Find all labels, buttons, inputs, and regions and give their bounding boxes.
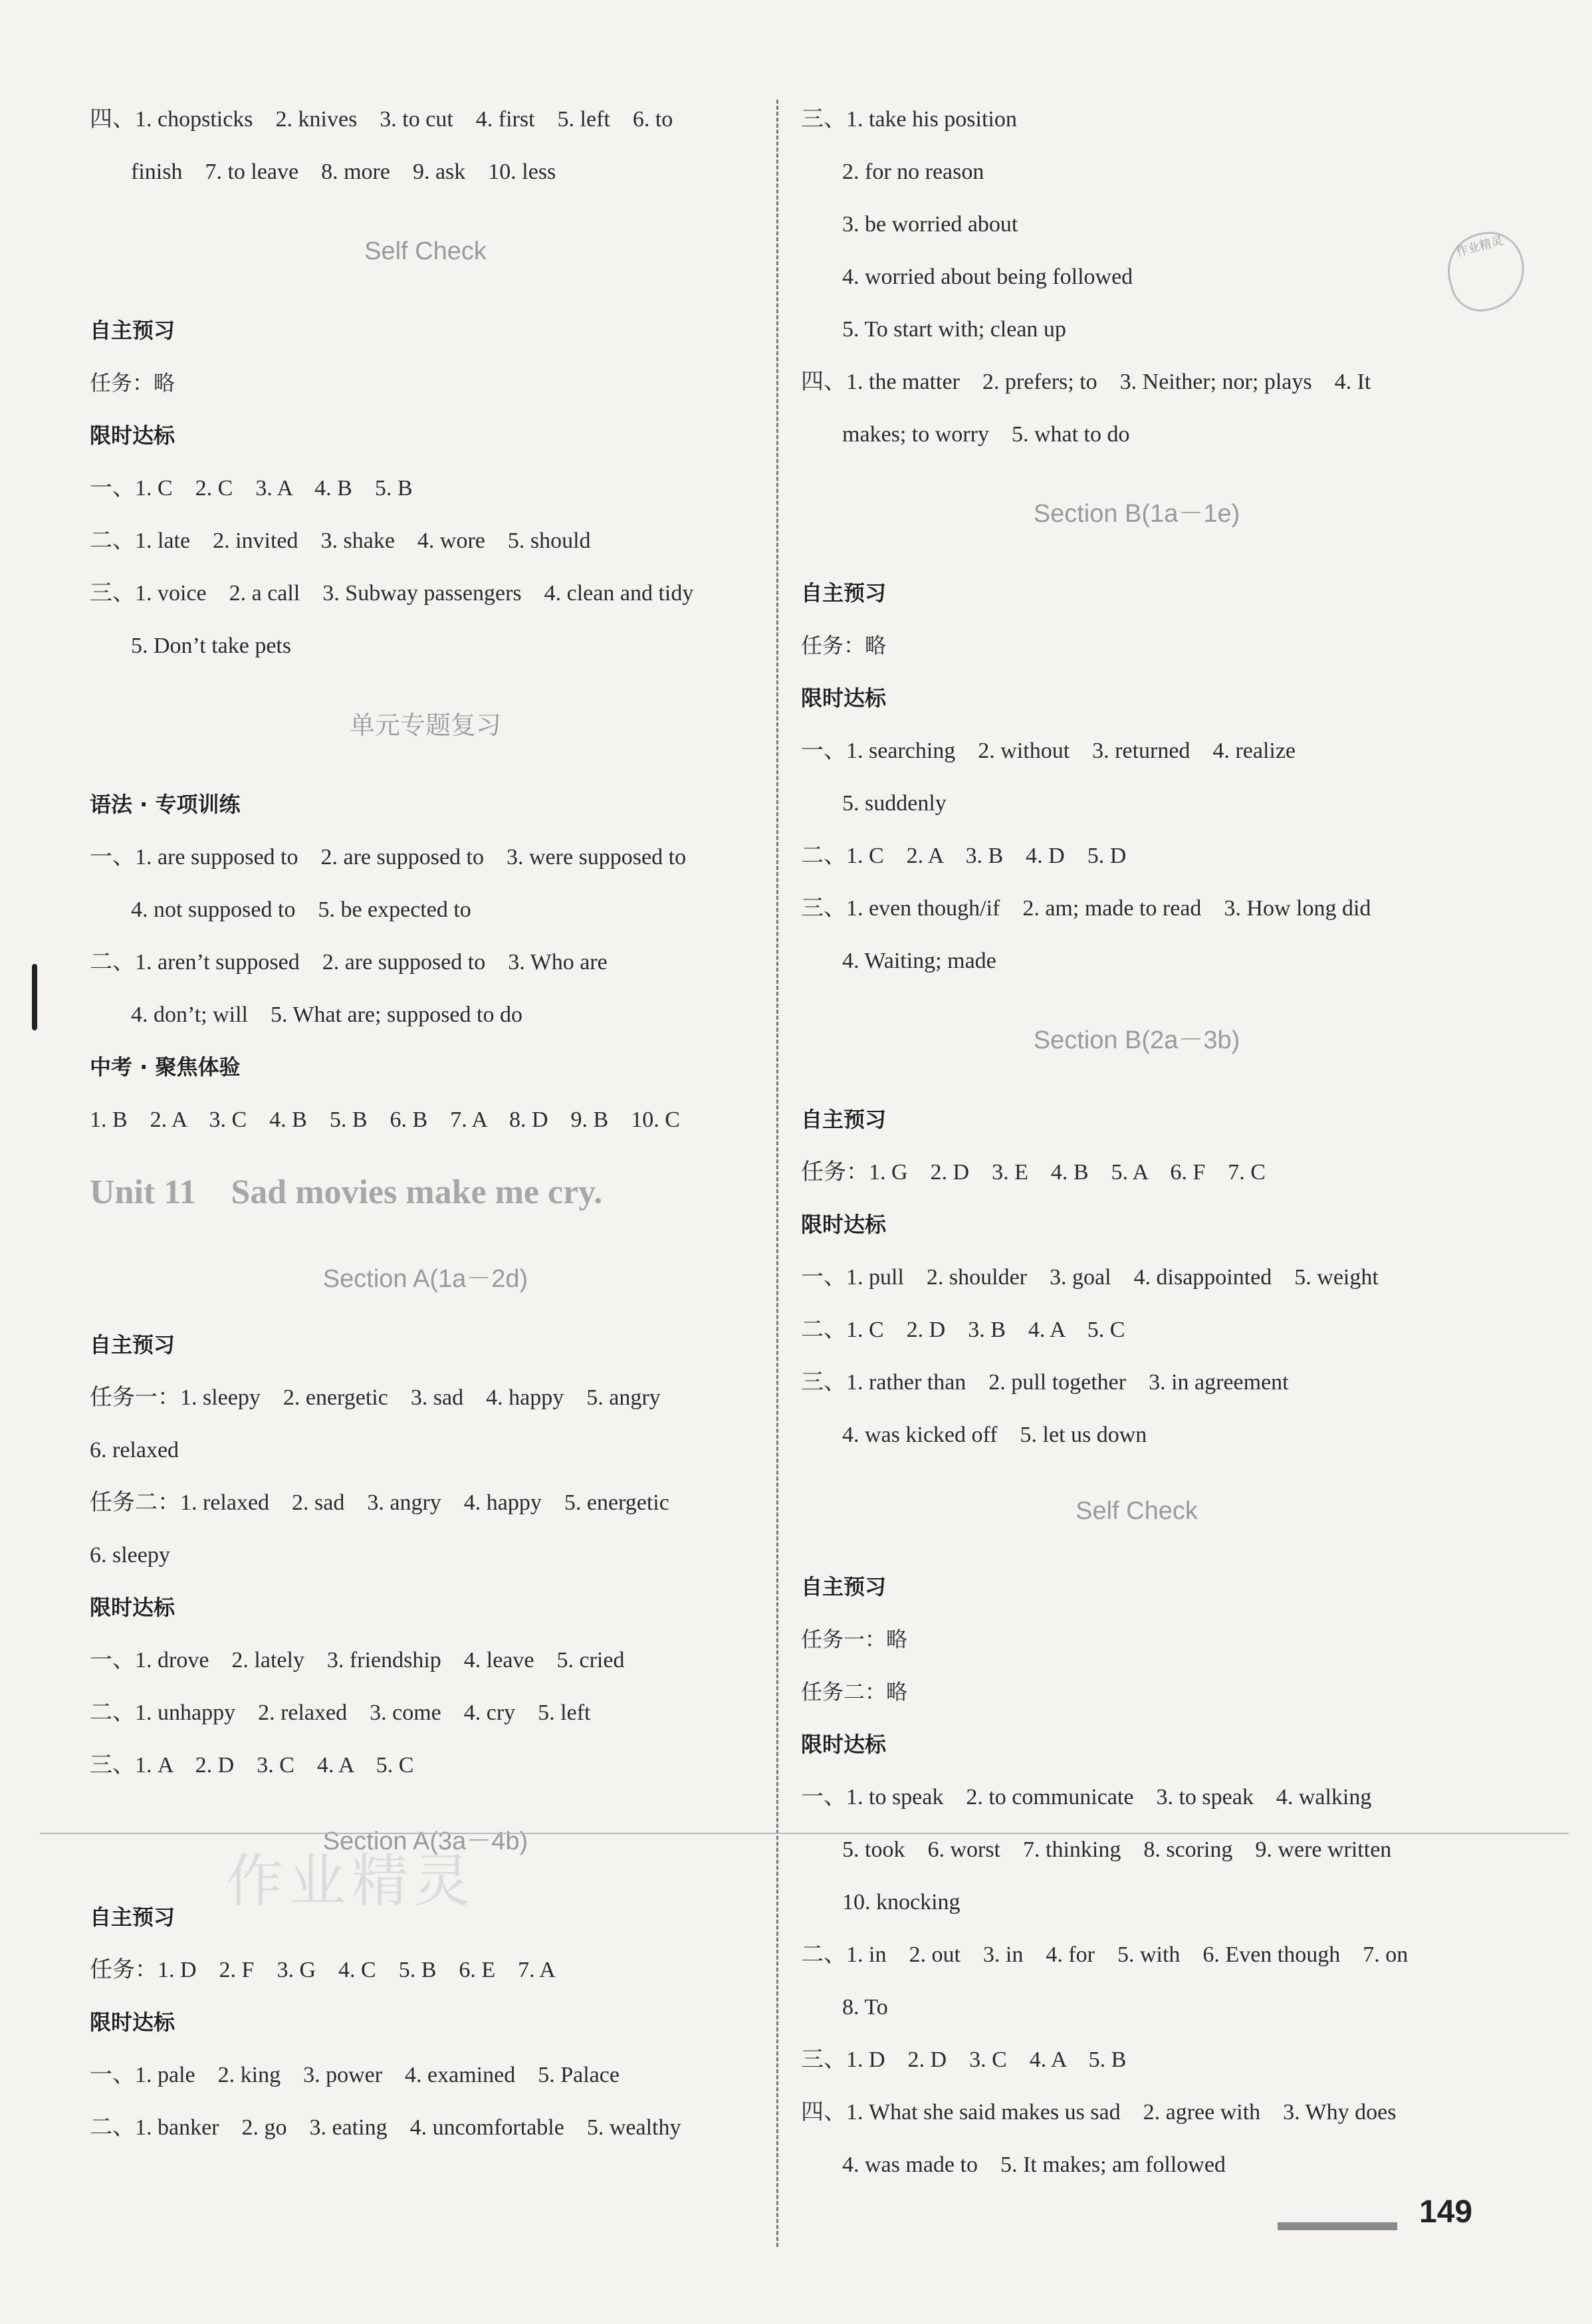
answer-line: 二、1. unhappy 2. relaxed 3. come 4. cry 5. left <box>90 1700 591 1725</box>
subhead-drill: 限时达标 <box>90 1595 175 1620</box>
answer-line: 5. To start with; clean up <box>842 317 1066 342</box>
answer-line: 二、1. banker 2. go 3. eating 4. uncomfortable 5. wealthy <box>90 2115 681 2140</box>
answer-line: 4. was kicked off 5. let us down <box>842 1423 1147 1447</box>
subhead-preview: 自主预习 <box>801 580 887 606</box>
section-heading-unit-review: 单元专题复习 <box>349 711 501 740</box>
subhead-drill: 限时达标 <box>801 685 887 711</box>
answer-line: 三、1. even though/if 2. am; made to read 3. How long did <box>801 896 1371 921</box>
answer-line: 三、1. A 2. D 3. C 4. A 5. C <box>90 1753 414 1778</box>
answer-line: 一、1. are supposed to 2. are supposed to 3. were supposed to <box>90 845 687 870</box>
answer-line: 任务：1. D 2. F 3. G 4. C 5. B 6. E 7. A <box>90 1958 556 1982</box>
subhead-exam: 中考 · 聚焦体验 <box>90 1054 241 1080</box>
answer-line: 2. for no reason <box>842 160 984 184</box>
answer-line: 二、1. C 2. A 3. B 4. D 5. D <box>801 844 1127 868</box>
answer-line: 一、1. searching 2. without 3. returned 4. realize <box>801 739 1296 763</box>
section-heading-b1: Section B(1a－1e) <box>1033 500 1240 528</box>
horizontal-rule <box>40 1833 1569 1834</box>
answer-line: makes; to worry 5. what to do <box>842 422 1130 447</box>
section-heading-self-check: Self Check <box>1076 1497 1198 1525</box>
task-line: 任务二：略 <box>801 1679 908 1704</box>
column-divider <box>776 100 778 2247</box>
subhead-preview: 自主预习 <box>801 1107 887 1132</box>
answer-line: 4. was made to 5. It makes; am followed <box>842 2152 1226 2177</box>
answer-line: 8. To <box>842 1995 888 2020</box>
task-line: 任务：略 <box>801 633 887 658</box>
answer-line: finish 7. to leave 8. more 9. ask 10. less <box>131 160 556 184</box>
subhead-drill: 限时达标 <box>90 423 175 448</box>
answer-line: 5. took 6. worst 7. thinking 8. scoring 9. were written <box>842 1837 1392 1862</box>
subhead-preview: 自主预习 <box>90 1905 175 1930</box>
answer-line: 四、1. chopsticks 2. knives 3. to cut 4. first 5. left 6. to <box>90 107 673 132</box>
task-line: 任务：略 <box>90 370 175 396</box>
stamp-logo: 作业精灵 <box>1439 224 1534 318</box>
answer-line: 任务二：1. relaxed 2. sad 3. angry 4. happy 5. energetic <box>90 1490 669 1515</box>
binding-mark <box>32 964 37 1030</box>
subhead-preview: 自主预习 <box>90 1332 175 1357</box>
answer-line: 6. relaxed <box>90 1438 179 1462</box>
answer-line: 1. B 2. A 3. C 4. B 5. B 6. B 7. A 8. D 9. B 10. C <box>90 1107 680 1132</box>
section-heading-self-check: Self Check <box>364 237 487 265</box>
answer-line: 三、1. rather than 2. pull together 3. in agreement <box>801 1370 1289 1395</box>
answer-line: 一、1. C 2. C 3. A 4. B 5. B <box>90 476 413 501</box>
answer-line: 10. knocking <box>842 1890 961 1915</box>
watermark: 作业精灵 <box>226 1848 476 1915</box>
section-heading-a2: Section A(3a－4b) <box>322 1827 528 1855</box>
subhead-drill: 限时达标 <box>801 1212 887 1237</box>
answer-line: 一、1. pull 2. shoulder 3. goal 4. disappointed 5. weight <box>801 1265 1379 1290</box>
answer-line: 三、1. D 2. D 3. C 4. A 5. B <box>801 2047 1127 2072</box>
subhead-preview: 自主预习 <box>801 1574 887 1599</box>
answer-line: 三、1. take his position <box>801 107 1017 132</box>
answer-line: 任务一：1. sleepy 2. energetic 3. sad 4. happy 5. angry <box>90 1385 661 1410</box>
answer-line: 二、1. C 2. D 3. B 4. A 5. C <box>801 1318 1125 1342</box>
answer-line: 6. sleepy <box>90 1543 170 1568</box>
right-column <box>801 93 1472 2191</box>
answer-line: 三、1. voice 2. a call 3. Subway passengers 4. clean and tidy <box>90 581 694 606</box>
subhead-grammar: 语法 · 专项训练 <box>90 792 241 817</box>
page-number-bar <box>1278 2222 1397 2230</box>
subhead-drill: 限时达标 <box>801 1732 887 1757</box>
answer-line: 4. worried about being followed <box>842 265 1133 289</box>
page-number: 149 <box>1419 2194 1473 2230</box>
answer-line: 一、1. pale 2. king 3. power 4. examined 5. Palace <box>90 2063 620 2087</box>
answer-line: 5. Don’t take pets <box>131 634 292 658</box>
answer-line: 一、1. drove 2. lately 3. friendship 4. leave 5. cried <box>90 1648 625 1673</box>
section-heading-a1: Section A(1a－2d) <box>322 1265 528 1293</box>
answer-line: 5. suddenly <box>842 791 947 816</box>
section-heading-b2: Section B(2a－3b) <box>1033 1026 1240 1054</box>
answer-line: 四、1. the matter 2. prefers; to 3. Neither; nor; plays 4. It <box>801 370 1371 394</box>
unit-title: Unit 11 Sad movies make me cry. <box>90 1173 603 1211</box>
answer-line: 4. don’t; will 5. What are; supposed to do <box>131 1002 522 1027</box>
answer-line: 二、1. in 2. out 3. in 4. for 5. with 6. Even though 7. on <box>801 1942 1409 1967</box>
subhead-drill: 限时达标 <box>90 2010 175 2035</box>
answer-line: 一、1. to speak 2. to communicate 3. to speak 4. walking <box>801 1785 1372 1809</box>
answer-line: 四、1. What she said makes us sad 2. agree with 3. Why does <box>801 2100 1397 2125</box>
answer-line: 二、1. aren’t supposed 2. are supposed to 3. Who are <box>90 950 608 975</box>
answer-line: 任务：1. G 2. D 3. E 4. B 5. A 6. F 7. C <box>801 1160 1266 1185</box>
answer-line: 3. be worried about <box>842 212 1018 237</box>
subhead-preview: 自主预习 <box>90 318 175 343</box>
answer-line: 二、1. late 2. invited 3. shake 4. wore 5. should <box>90 528 591 553</box>
task-line: 任务一：略 <box>801 1627 908 1652</box>
answer-line: 4. not supposed to 5. be expected to <box>131 897 471 922</box>
answer-line: 4. Waiting; made <box>842 949 996 973</box>
